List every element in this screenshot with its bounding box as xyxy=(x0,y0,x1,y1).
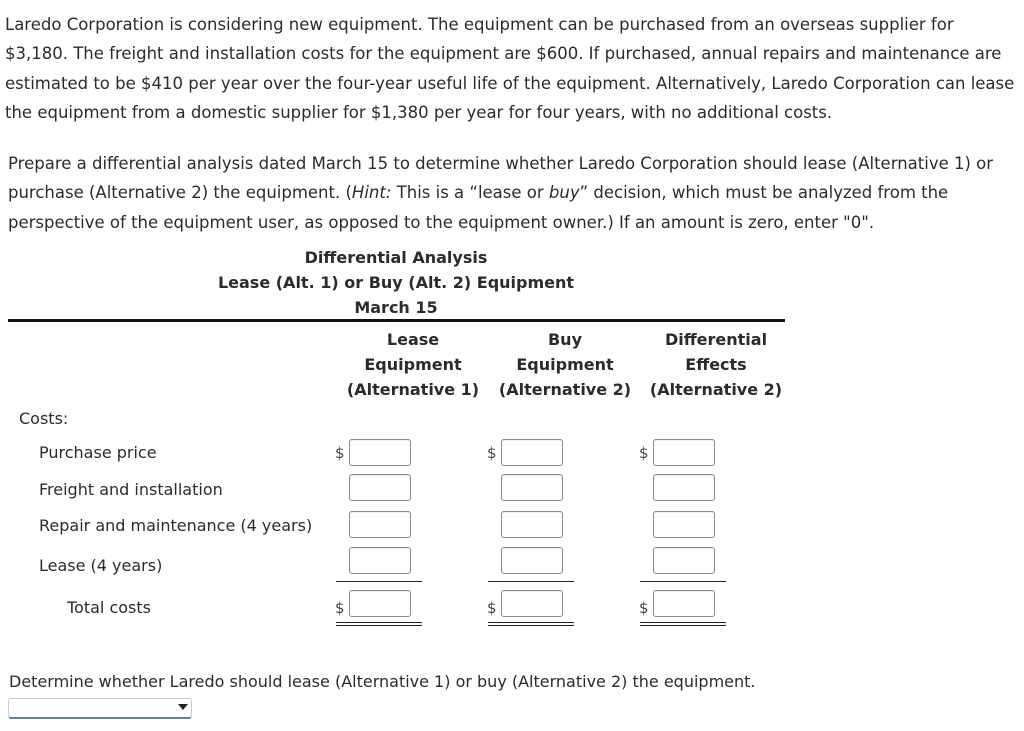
dollar-sign: $ xyxy=(639,444,649,462)
subtotal-rule xyxy=(336,581,422,582)
instructions-text-3: ” decision, which must be analyzed from the perspective of the equipment user, as opposed to the equipment owner.) If an amount is zero, enter "0". xyxy=(8,183,949,232)
subtotal-rule xyxy=(488,581,574,582)
row-label-purchase-price: Purchase price xyxy=(39,443,157,462)
dollar-sign: $ xyxy=(487,444,497,462)
row-label-freight: Freight and installation xyxy=(39,480,223,499)
row-label-total: Total costs xyxy=(67,598,151,617)
repair-diff-input[interactable] xyxy=(653,511,715,538)
column-header-lease xyxy=(333,327,493,402)
lease-buy-input[interactable] xyxy=(501,547,563,574)
column-header-line: (Alternative 1) xyxy=(346,380,480,399)
total-double-rule xyxy=(640,622,726,626)
column-header-line: (Alternative 2) xyxy=(498,380,632,399)
costs-section-label: Costs: xyxy=(19,409,69,428)
total-lease-input[interactable] xyxy=(349,590,411,617)
column-header-line: (Alternative 2) xyxy=(649,380,783,399)
row-label-repair: Repair and maintenance (4 years) xyxy=(39,516,313,535)
instructions-text-1: Prepare a differential analysis dated March 15 to determine whether Laredo Corporation should lease (Alternative 1) or purchase (Alternative 2) the equipment. ( xyxy=(8,154,994,203)
analysis-subtitle: Lease (Alt. 1) or Buy (Alt. 2) Equipment xyxy=(217,273,575,292)
total-double-rule xyxy=(336,622,422,626)
header-rule xyxy=(8,319,785,322)
total-diff-input[interactable] xyxy=(653,590,715,617)
dollar-sign: $ xyxy=(335,599,345,617)
analysis-date: March 15 xyxy=(354,298,438,317)
freight-diff-input[interactable] xyxy=(653,474,715,501)
subtotal-rule xyxy=(640,581,726,582)
repair-buy-input[interactable] xyxy=(501,511,563,538)
column-header-line: Buy xyxy=(547,330,582,349)
column-header-differential xyxy=(636,327,796,402)
column-header-line: Lease xyxy=(386,330,440,349)
chevron-down-icon xyxy=(178,704,188,710)
lease-lease-input[interactable] xyxy=(349,547,411,574)
instructions-text-2: This is a “lease or xyxy=(391,183,549,203)
decision-dropdown[interactable] xyxy=(8,698,192,719)
repair-lease-input[interactable] xyxy=(349,511,411,538)
total-double-rule xyxy=(488,622,574,626)
instructions xyxy=(8,149,1020,237)
lease-diff-input[interactable] xyxy=(653,547,715,574)
problem-statement: Laredo Corporation is considering new equipment. The equipment can be purchased from an overseas supplier for $3,180. The freight and installation costs for the equipment are $600. If purchased, annual repairs and maintenance are estimated to be $410 per year over the four-year useful life of the equipment. Alternatively, Laredo Corporation can lease the equipment from a domestic supplier for $1,380 per year for four years, with no additional costs. xyxy=(5,15,1015,122)
column-header-line: Equipment xyxy=(516,355,614,374)
dollar-sign: $ xyxy=(487,599,497,617)
column-header-line: Equipment xyxy=(364,355,462,374)
purchase-price-lease-input[interactable] xyxy=(349,439,411,466)
decision-question: Determine whether Laredo should lease (Alternative 1) or buy (Alternative 2) the equipment. xyxy=(9,672,756,691)
freight-buy-input[interactable] xyxy=(501,474,563,501)
row-label-lease: Lease (4 years) xyxy=(39,556,163,575)
total-buy-input[interactable] xyxy=(501,590,563,617)
column-header-line: Effects xyxy=(685,355,747,374)
dollar-sign: $ xyxy=(639,599,649,617)
column-header-buy xyxy=(485,327,645,402)
dollar-sign: $ xyxy=(335,444,345,462)
column-header-line: Differential xyxy=(664,330,768,349)
freight-lease-input[interactable] xyxy=(349,474,411,501)
analysis-title: Differential Analysis xyxy=(304,248,488,267)
hint-label: Hint: xyxy=(351,183,392,203)
purchase-price-buy-input[interactable] xyxy=(501,439,563,466)
purchase-price-diff-input[interactable] xyxy=(653,439,715,466)
buy-word: buy xyxy=(548,183,580,203)
